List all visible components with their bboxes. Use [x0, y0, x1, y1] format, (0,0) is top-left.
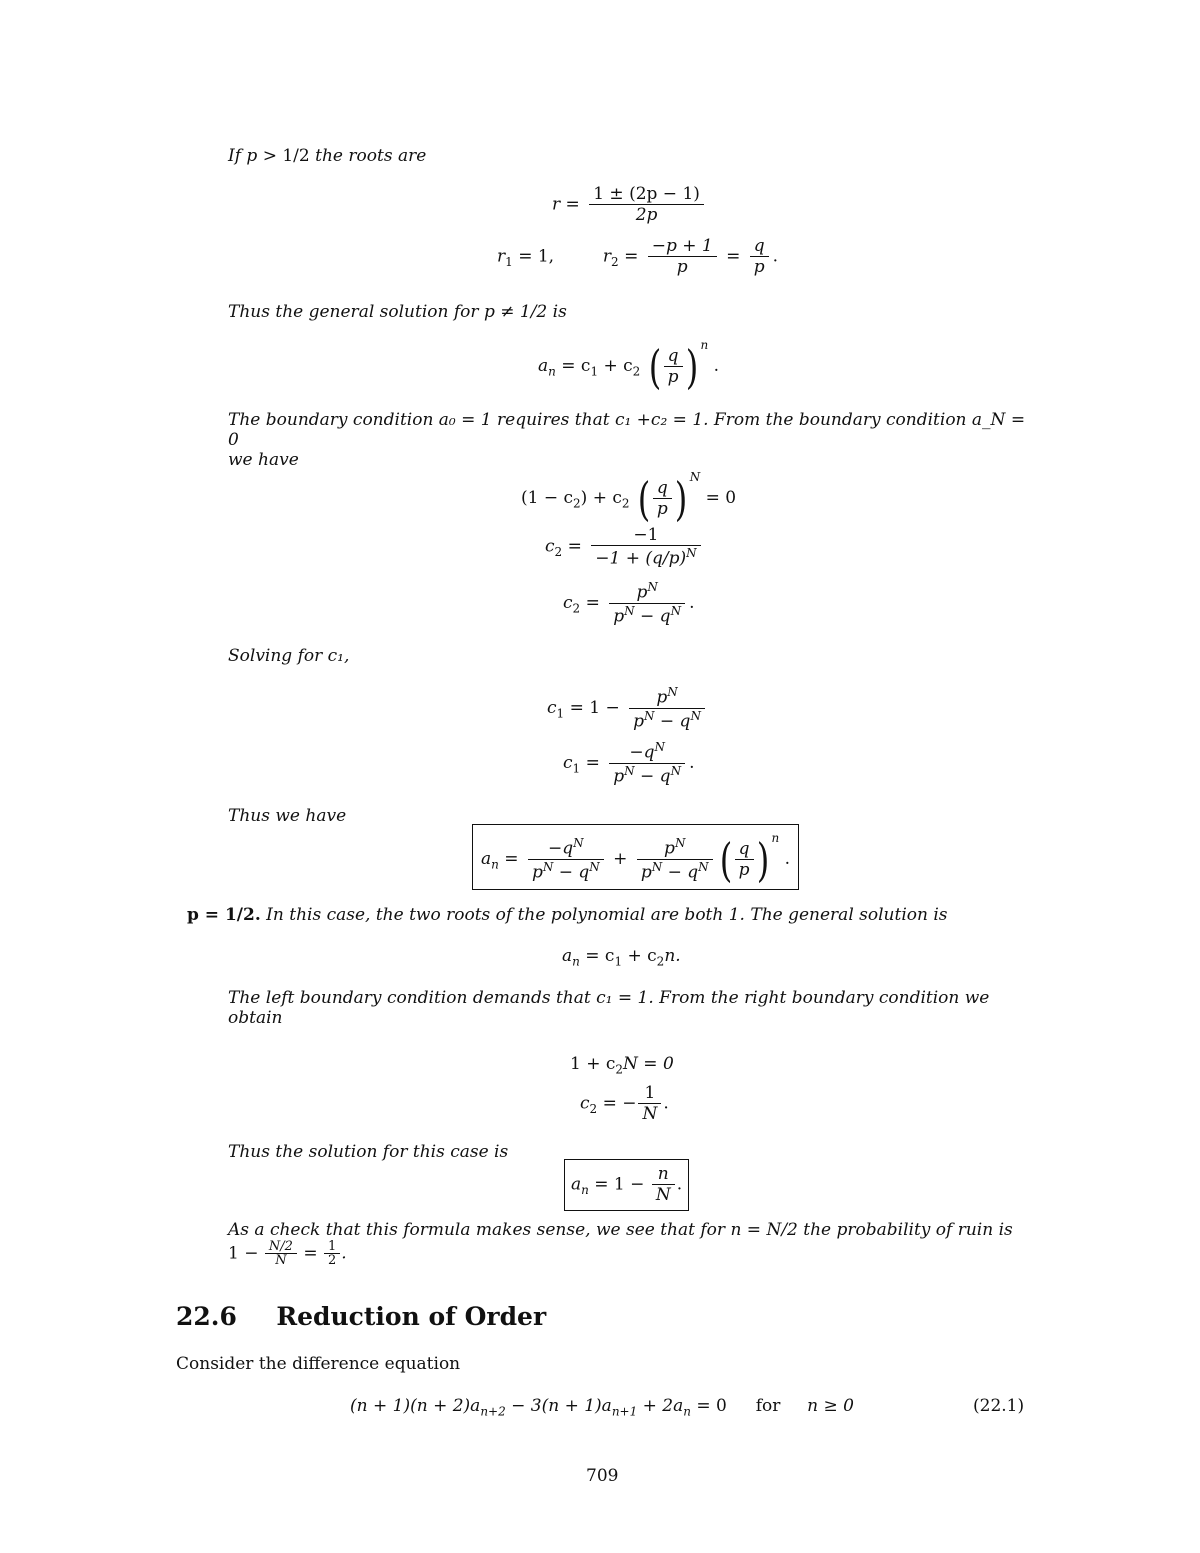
left-paren: (: [637, 471, 651, 526]
equation-half-step2: $c_2$ = − $\frac{1}{N}$ .: [580, 1083, 669, 1125]
fraction: $\frac{n}{N}$: [652, 1164, 675, 1206]
fraction: $\frac{q}{p}$: [750, 236, 769, 278]
equation-c2-step1: $(1 - c_2) + c_2$ ( $\frac{q}{p}$ ) $^N$ = 0: [521, 470, 737, 526]
right-paren: ): [685, 339, 698, 394]
check-formula: 1 − $\frac{N/2}{N}$ = $\frac{1}{2}$ .: [228, 1239, 347, 1268]
equation-c2-step2: $c_2$ = $\frac{-1}{-1 + (q/p)^N}$: [545, 525, 705, 569]
equation-22-1: $(n + 1)(n + 2)a_{n+2} - 3(n + 1)a_{n+1} + 2a_n = 0$ for n ≥ 0: [350, 1396, 854, 1419]
fraction: $\frac{1}{2}$: [324, 1240, 340, 1268]
general-solution-text: Thus the general solution for p ≠ 1/2 is: [228, 302, 567, 322]
solution-case-text: Thus the solution for this case is: [228, 1142, 509, 1162]
equation-r: r = $\frac{1 \pm (2p - 1)}{2p}$: [552, 184, 708, 226]
fraction: $\frac{p^N}{p^N - q^N}$: [629, 685, 705, 732]
equation-c1-step1: $c_1 = 1$ − $\frac{p^N}{p^N - q^N}$: [547, 685, 709, 732]
equation-c1-step2: $c_1$ = $\frac{-q^N}{p^N - q^N}$ .: [563, 740, 695, 787]
fraction: $\frac{1}{N}$: [638, 1083, 661, 1125]
left-paren: (: [648, 339, 661, 394]
left-paren: (: [719, 832, 732, 887]
fraction: $\frac{1 \pm (2p - 1)}{2p}$: [589, 184, 704, 226]
roots-intro-text: If p > 1/2 the roots are: [228, 146, 427, 166]
boxed-result-p-not-half: $a_n$ = $\frac{-q^N}{p^N - q^N}$ + $\frac{p^N}{p^N - q^N}$ ( $\frac{q}{p}$ ) $^n$ .: [472, 824, 799, 890]
boundary-paragraph: The boundary condition a₀ = 1 requires that c₁ +c₂ = 1. From the boundary condition a_N = 0 we have: [228, 410, 1026, 470]
right-paren: ): [756, 832, 769, 887]
equation-number: (22.1): [973, 1396, 1025, 1416]
fraction: $\frac{N/2}{N}$: [265, 1240, 297, 1268]
fraction: $\frac{-q^N}{p^N - q^N}$: [609, 740, 685, 787]
fraction: $\frac{p^N}{p^N - q^N}$: [637, 836, 713, 883]
section-heading: 22.6 Reduction of Order: [176, 1302, 547, 1331]
fraction: $\frac{p^N}{p^N - q^N}$: [609, 580, 685, 627]
section-intro: Consider the difference equation: [176, 1354, 461, 1374]
equation-general-solution: $a_n = c_1 + c_2$ ( $\frac{q}{p}$ ) $^n$ .: [538, 338, 720, 394]
fraction: $\frac{-p + 1}{p}$: [648, 236, 717, 278]
boxed-result-p-half: $a_n = 1$ − $\frac{n}{N}$ .: [564, 1159, 689, 1211]
fraction: $\frac{-1}{-1 + (q/p)^N}$: [591, 525, 700, 569]
left-boundary-paragraph: The left boundary condition demands that c₁ = 1. From the right boundary condition we obtain: [228, 988, 990, 1028]
fraction: $\frac{q}{p}$: [653, 478, 672, 520]
fraction: $\frac{q}{p}$: [735, 839, 754, 881]
equation-r1-r2: $r_1 = 1$, $r_2$ = $\frac{-p + 1}{p}$ = $\frac{q}{p}$ .: [497, 236, 779, 278]
fraction: $\frac{q}{p}$: [664, 346, 683, 388]
equation-half-general: $a_n = c_1 + c_2n$.: [562, 946, 681, 969]
check-paragraph: As a check that this formula makes sense, we see that for n = N/2 the probability of ruin is 1 − $\frac{N/2}{N}$ = $\frac{1}{2}$ .: [228, 1220, 1028, 1268]
solving-text: Solving for c₁,: [228, 646, 350, 666]
equation-half-step1: $1 + c_2N = 0$: [570, 1054, 674, 1077]
page-number: 709: [586, 1466, 619, 1486]
half-case-paragraph: p = 1/2. In this case, the two roots of the polynomial are both 1. The general solution is: [187, 905, 948, 925]
fraction: $\frac{-q^N}{p^N - q^N}$: [528, 836, 604, 883]
thus-we-have-text: Thus we have: [228, 806, 347, 826]
equation-c2-step3: $c_2$ = $\frac{p^N}{p^N - q^N}$ .: [563, 580, 695, 627]
right-paren: ): [674, 471, 688, 526]
